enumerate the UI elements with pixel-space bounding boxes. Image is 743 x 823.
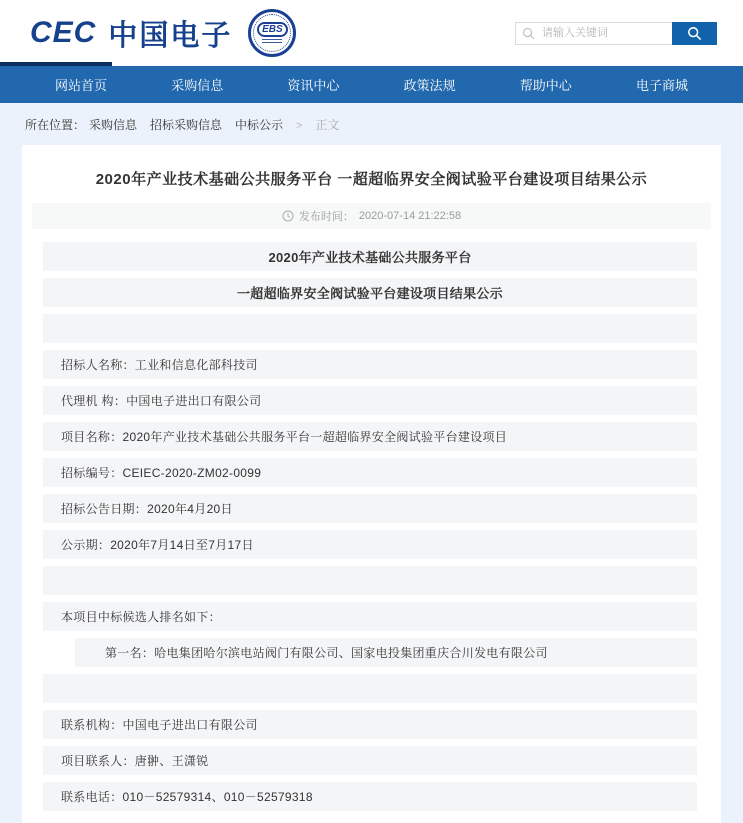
site-logo[interactable]: [30, 9, 296, 57]
site-header: [0, 0, 743, 66]
logo-cec-text: CEC: [30, 16, 97, 49]
publish-bar: [32, 203, 711, 229]
search-box: [515, 22, 717, 45]
nav-item-3[interactable]: 政策法规: [403, 78, 456, 93]
article-row: 项目联系人：唐翀、王潇锐: [43, 746, 697, 775]
search-icon: [522, 27, 535, 40]
nav-list: [0, 66, 743, 103]
nav-item-1[interactable]: 采购信息: [171, 78, 224, 93]
clock-icon: [282, 210, 294, 222]
ebs-badge-label: EBS: [257, 22, 288, 37]
article-row-empty: [43, 674, 697, 703]
article-row: 公示期：2020年7月14日至7月17日: [43, 530, 697, 559]
ebs-badge: [248, 9, 296, 57]
breadcrumb: [0, 103, 743, 145]
article-row: 代理机 构：中国电子进出口有限公司: [43, 386, 697, 415]
breadcrumb-item-0[interactable]: 采购信息: [89, 117, 138, 132]
article-row: 第一名：哈电集团哈尔滨电站阀门有限公司、国家电投集团重庆合川发电有限公司: [75, 638, 697, 667]
article-body: [43, 242, 697, 811]
breadcrumb-current: 正文: [315, 117, 340, 132]
article-card: [22, 145, 721, 823]
search-button[interactable]: [672, 22, 717, 45]
breadcrumb-item-2[interactable]: 中标公示: [235, 117, 284, 132]
publish-label: 发布时间：: [298, 211, 354, 223]
nav-item-2[interactable]: 资讯中心: [287, 78, 340, 93]
article-row-empty: [43, 314, 697, 343]
main-nav: [0, 66, 743, 103]
search-input[interactable]: [515, 22, 672, 45]
breadcrumb-label: 所在位置：: [25, 117, 86, 132]
article-row: 2020年产业技术基础公共服务平台: [43, 242, 697, 271]
article-row-empty: [43, 566, 697, 595]
article-row: 招标公告日期：2020年4月20日: [43, 494, 697, 523]
article-row: 招标编号：CEIEC-2020-ZM02-0099: [43, 458, 697, 487]
breadcrumb-separator: >: [296, 119, 303, 132]
article-row: 联系机构：中国电子进出口有限公司: [43, 710, 697, 739]
article-row: 招标人名称：工业和信息化部科技司: [43, 350, 697, 379]
nav-item-5[interactable]: 电子商城: [635, 78, 688, 93]
publish-time: 2020-07-14 21:22:58: [358, 210, 462, 222]
breadcrumb-items: [89, 116, 340, 133]
article-row: 本项目中标候选人排名如下：: [43, 602, 697, 631]
article-row: 一超超临界安全阀试验平台建设项目结果公示: [43, 278, 697, 307]
breadcrumb-item-1[interactable]: 招标采购信息: [150, 117, 223, 132]
article-row: 联系电话：010－52579314、010－52579318: [43, 782, 697, 811]
search-button-icon: [687, 26, 702, 41]
ebs-badge-subtext-lines: [262, 39, 282, 44]
nav-item-4[interactable]: 帮助中心: [519, 78, 572, 93]
article-row: 项目名称：2020年产业技术基础公共服务平台一超超临界安全阀试验平台建设项目: [43, 422, 697, 451]
nav-top-accent: [0, 62, 112, 66]
page-title: 2020年产业技术基础公共服务平台 一超超临界安全阀试验平台建设项目结果公示: [95, 171, 648, 188]
logo-company-name: 中国电子: [108, 19, 233, 52]
nav-item-0[interactable]: 网站首页: [55, 78, 108, 93]
